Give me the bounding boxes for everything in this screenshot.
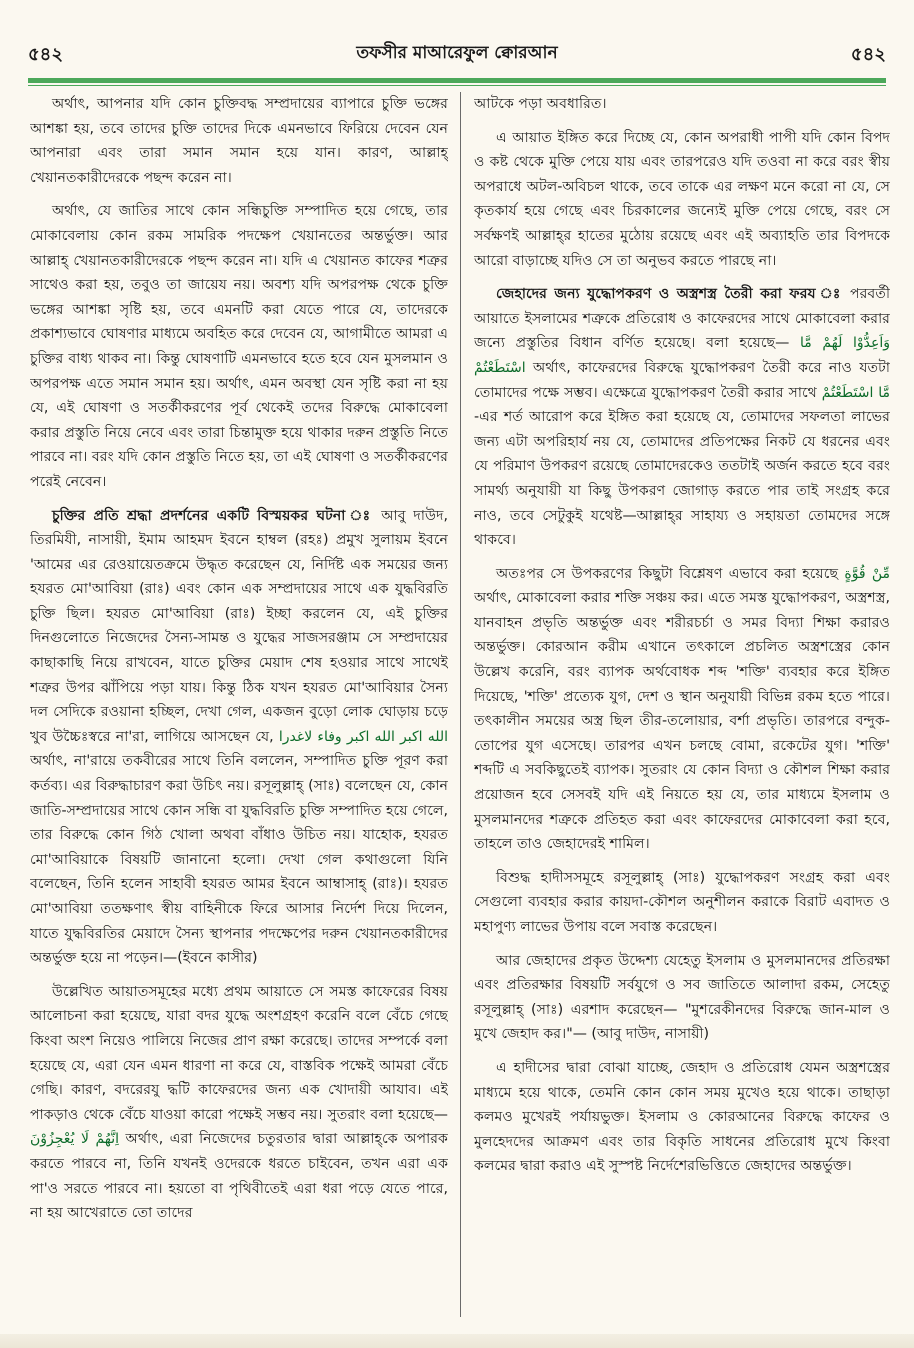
arabic-verse: اِنَّهُمْ لَا يُعْجِزُوْنَ (30, 1131, 119, 1148)
section-heading: জেহাদের জন্য যুদ্ধোপকরণ ও অস্ত্রশস্ত্র তৈরী করা ফরয ঃ (496, 286, 843, 303)
paragraph-continuation: আটকে পড়া অবধারিত। (474, 96, 607, 112)
paragraph-text: অর্থাৎ, কাফেরদের বিরুদ্ধে যুদ্ধোপকরণ তৈরী করে নাও যতটা তোমাদের পক্ষে সম্ভব। এক্ষেত্রে যুদ্ধোপকরণ তৈরী করার সাথে (474, 359, 890, 401)
paragraph: বিশুদ্ধ হাদীসসমূহে রসূলুল্লাহ্‌ (সাঃ) যুদ্ধোপকরণ সংগ্রহ করা এবং সেগুলো ব্যবহার করার কায়দা-কৌশল অনুশীলন করাকে বিরাট এবাদত ও মহাপুণ্য লাভের উপায় বলে সবাস্ত করেছেন। (474, 869, 890, 935)
arabic-verse: مِّنْ قُوَّةٍ (844, 565, 890, 582)
page-header (28, 40, 886, 74)
header-rule-thin (28, 85, 886, 86)
paragraph-text: -এর শর্ত আরোপ করে ইঙ্গিত করা হয়েছে যে, তোমাদের সফলতা লাভের জন্য এটা অপরিহার্য নয় যে, তোমাদের প্রতিপক্ষের নিকট যে ধরনের এবং যে পরিমাণ উপকরণ রয়েছে তোমাদেরকেও ততটাই অর্জন করতে হবে বরং সামর্থ্য অনুযায়ী যা কিছু উপকরণ জোগাড় করতে পার তাই সংগ্রহ করে নাও, তবে সেটুকুই যথেষ্ট—আল্লাহ্‌র সাহায্য ও সহায়তা তোমদের সঙ্গে থাকবে। (474, 409, 890, 549)
arabic-verse: وَاَعِدُّوْا لَهُمْ مَّا اسْتَطَعْتُمْ (474, 335, 890, 376)
paragraph (30, 504, 448, 971)
paragraph (474, 282, 890, 553)
paragraph (30, 980, 448, 1226)
right-column (474, 92, 890, 1317)
arabic-quote: الله اكبر الله اكبر وفاء لاغدرا (278, 728, 448, 745)
paragraph-text: পরবর্তী আয়াতে ইসলামের শত্রুকে প্রতিরোধ ও কাফেরদের সাথে মোকাবেলা করার জন্যে প্রস্তুতির বিধান বর্ণিত হয়েছে। বলা হয়েছে— (474, 286, 890, 352)
paragraph-text: অর্থাৎ, এরা নিজেদের চতুরতার দ্বারা আল্লাহ্‌কে অপারক করতে পারবে না, তিনি যখনই ওদেরকে ধরতে চাইবেন, তখন এরা এক পা'ও সরতে পারবে না। হয়তো বা পৃথিবীতেই এরা ধরা পড়ে যেতে পারে, না হয় আখেরাতে তো তাদের (30, 1131, 448, 1222)
paragraph-text: অর্থাৎ, না'রায়ে তকবীরের সাথে তিনি বললেন, সম্পাদিত চুক্তি পূরণ করা কর্তব্য। এর বিরুদ্ধাচারণ করা উচিৎ নয়। রসূলুল্লাহ্‌ (সাঃ) বলেছেন যে, কোন জাতি-সম্প্রদায়ের সাথে কোন সন্ধি বা যুদ্ধবিরতি চুক্তি সম্পাদিত হয়ে গেলে, তার বিরুদ্ধে কোন গিঠ খোলা অথবা বাঁধাও উচিত নয়। যাহোক, হযরত মো'আবিয়াকে বিষয়টি জানানো হলো। দেখা গেল কথাগুলো যিনি বলেছেন, তিনি হলেন সাহাবী হযরত আমর ইবনে আম্বাসাহ্‌ (রাঃ)। হযরত মো'আবিয়া ততক্ষণাৎ স্বীয় বাহিনীকে ফিরে আসার নির্দেশ দিয়ে দিলেন, যাতে যুদ্ধবিরতির মেয়াদে সৈন্য স্থাপনার পদক্ষেপের দরুন খেয়ানতকারীদের অন্তর্ভুক্ত হয়ে না পড়েন।—(ইবনে কাসীর) (30, 753, 448, 967)
page-bottom-edge (0, 1334, 914, 1348)
header-rule (28, 78, 886, 83)
paragraph-text: আবু দাউদ, তিরমিযী, নাসায়ী, ইমাম আহমদ ইবনে হাম্বল (রহঃ) প্রমুখ সুলায়ম ইবনে 'আমের এর রেওয়ায়েতক্রমে উদ্ধৃত করেছেন যে, নির্দিষ্ট এক সময়ের জন্য হযরত মো'আবিয়া (রাঃ) এবং কোন এক সম্প্রদায়ের সাথে এক যুদ্ধবিরতি চুক্তি ছিল। হযরত মো'আবিয়া (রাঃ) ইচ্ছা করলেন যে, এই চুক্তির দিনগুলোতে নিজেদের সৈন্য-সামন্ত ও যুদ্ধের সাজসরঞ্জাম সে সম্প্রদায়ের কাছাকাছি নিয়ে রাখবেন, যাতে চুক্তির মেয়াদ শেষ হওয়ার সাথে সাথেই শত্রুর উপর ঝাঁপিয়ে পড়া যায়। কিন্তু ঠিক যখন হযরত মো'আবিয়ার সৈন্য দল সেদিকে রওয়ানা হচ্ছিল, দেখা গেল, একজন বুড়ো লোক ঘোড়ায় চড়ে খুব উচ্চৈঃস্বরে না'রা, লাগিয়ে আসছেন যে, (30, 507, 448, 745)
paragraph-text: উল্লেখিত আয়াতসমূহের মধ্যে প্রথম আয়াতে সে সমস্ত কাফেরের বিষয় আলোচনা করা হয়েছে, যারা বদর যুদ্ধে অংশগ্রহণ করেনি বলে বেঁচে গেছে কিংবা অংশ নিয়েও পালিয়ে নিজের প্রাণ রক্ষা করেছে। তাদের সম্পর্কে বলা হয়েছে যে, এরা যেন এমন ধারণা না করে যে, বাস্তবিক পক্ষেই আমরা বেঁচে গেছি। কারণ, বদরেরযু দ্ধটি কাফেরদের জন্য এক খোদায়ী আযাব। এই পাকড়াও থেকে বেঁচে যাওয়া কারো পক্ষেই সম্ভব নয়। সুতরাং বলা হয়েছে— (30, 983, 448, 1123)
left-column (30, 92, 448, 1317)
paragraph: অর্থাৎ, যে জাতির সাথে কোন সন্ধিচুক্তি সম্পাদিত হয়ে গেছে, তার মোকাবেলায় কোন রকম সামরিক পদক্ষেপ খেয়ানতের অন্তর্ভুক্ত। আর আল্লাহ্‌ খেয়ানতকারীদেরকে পছন্দ করেন না। যদি এ খেয়ানত কাফের শত্রুর সাথেও করা হয়, তবুও তা জায়েয নয়। অবশ্য যদি অপরপক্ষ থেকে চুক্তি ভঙ্গের আশঙ্কা সৃষ্টি হয়, তবে এমনটি করা যেতে পারে যে, তাদেরকে প্রকাশ্যভাবে ঘোষণার মাধ্যমে অবহিত করে দেবেন যে, আগামীতে আমরা এ চুক্তির বাধ্য থাকব না। কিন্তু ঘোষণাটি এমনভাবে হতে হবে যেন মুসলমান ও অপরপক্ষ এতে সমান সমান হয়। অর্থাৎ, এমন অবস্থা যেন সৃষ্টি করা না হয় যে, এই ঘোষণা ও সতর্কীকরণের পূর্ব থেকেই তদের বিরুদ্ধে মোকাবেলা করার প্রস্তুতি নিয়ে নেবে এবং তারা চিন্তামুক্ত হয়ে থাকার দরুন প্রস্তুতি নিতে পারবে না। বরং যদি কোন প্রস্তুতি নিতে হয়, তা এই ঘোষণা ও সতর্কীকরণের পরেই নেবেন। (30, 203, 448, 490)
page-number-left: ৫৪২ (28, 44, 64, 65)
arabic-verse: مَّا اسْتَطَعْتُمْ (821, 384, 890, 401)
section-heading: চুক্তির প্রতি শ্রদ্ধা প্রদর্শনের একটি বিস্ময়কর ঘটনা ঃ (52, 507, 374, 524)
page-number-right: ৫৪২ (850, 44, 886, 65)
column-divider (460, 92, 461, 1317)
book-title: তফসীর মাআরেফুল ক্বোরআন (356, 43, 558, 63)
paragraph: আর জেহাদের প্রকৃত উদ্দেশ্য যেহেতু ইসলাম ও মুসলমানদের প্রতিরক্ষা এবং প্রতিরক্ষার বিষয়টি সর্বযুগে ও সব জাতিতে আলাদা রকম, সেহেতু রসূলুল্লাহ্‌ (সাঃ) এরশাদ করেছেন— "মুশরেকীনদের বিরুদ্ধে জান-মাল ও মুখে জেহাদ কর।"— (আবু দাউদ, নাসায়ী) (474, 952, 890, 1043)
paragraph-text: অর্থাৎ, মোকাবেলা করার শক্তি সঞ্চয় কর। এতে সমস্ত যুদ্ধোপকরণ, অস্ত্রশস্ত্র, যানবাহন প্রভৃতি অন্তর্ভুক্ত এবং শরীরচর্চা ও সমর বিদ্যা শিক্ষা করারও অন্তর্ভুক্ত। কোরআন করীম এখানে তৎকালে প্রচলিত অস্ত্রশস্ত্রের কোন উল্লেখ করেনি, বরং ব্যাপক অর্থবোধক শব্দ 'শক্তি' ব্যবহার করে ইঙ্গিত দিয়েছে, 'শক্তি' প্রত্যেক যুগ, দেশ ও স্থান অনুযায়ী বিভিন্ন রকম হতে পারে। তৎকালীন সময়ের অস্ত্র ছিল তীর-তলোয়ার, বর্শা প্রভৃতি। তারপরে বন্দুক-তোপের যুগ এসেছে। তারপর এখন চলছে বোমা, রকেটের যুগ। 'শক্তি' শব্দটি এ সবকিছুতেই ব্যাপক। সুতরাং যে কোন বিদ্যা ও কৌশল শিক্ষা করার প্রয়োজন হবে সেসবই যদি এই নিয়তে হয় যে, তার মাধ্যমে ইসলাম ও মুসলমানদের শত্রুকে প্রতিহত করা এবং কাফেরদের মোকাবেলা করা হবে, তাহলে তাও জেহাদেরই শামিল। (474, 590, 890, 853)
paragraph: এ আয়াত ইঙ্গিত করে দিচ্ছে যে, কোন অপরাধী পাপী যদি কোন বিপদ ও কষ্ট থেকে মুক্তি পেয়ে যায় এবং তারপরেও যদি তওবা না করে বরং স্বীয় অপরাধে অটল-অবিচল থাকে, তবে তাকে এর লক্ষণ মনে করো না যে, সে কৃতকার্য হয়ে গেছে এবং চিরকালের জন্যেই মুক্তি পেয়ে গেছে, বরং সে সর্বক্ষণই আল্লাহ্‌র হাতের মুঠোয় রয়েছে এবং এই অব্যাহতি তার বিপদকে আরো বাড়াচ্ছে যদিও সে তা অনুভব করতে পারছে না। (474, 129, 890, 269)
paragraph (474, 562, 890, 857)
paragraph: এ হাদীসের দ্বারা বোঝা যাচ্ছে, জেহাদ ও প্রতিরোধ যেমন অস্ত্রশস্ত্রের মাধ্যমে হয়ে থাকে, তেমনি কোন কোন সময় মুখেও হয়ে থাকে। তাছাড়া কলমও মুখেরই পর্যায়ভুক্ত। ইসলাম ও কোরআনের বিরুদ্ধে কাফের ও মুলহেদদের আক্রমণ এবং তার বিকৃতি সাধনের প্রতিরোধ মুখে কিংবা কলমের দ্বারা করাও এই সুস্পষ্ট নির্দেশেরভিত্তিতে জেহাদের অন্তর্ভুক্ত। (474, 1059, 890, 1175)
paragraph: অর্থাৎ, আপনার যদি কোন চুক্তিবদ্ধ সম্প্রদায়ের ব্যাপারে চুক্তি ভঙ্গের আশঙ্কা হয়, তবে তাদের চুক্তি তাদের দিকে এমনভাবে ফিরিয়ে দেবেন যেন আপনারা এবং তারা সমান সমান হয়ে যান। কারণ, আল্লাহ্‌ খেয়ানতকারীদেরকে পছন্দ করেন না। (30, 96, 448, 186)
paragraph-text: অতঃপর সে উপকরণের কিছুটা বিশ্লেষণ এভাবে করা হয়েছে (496, 565, 845, 582)
